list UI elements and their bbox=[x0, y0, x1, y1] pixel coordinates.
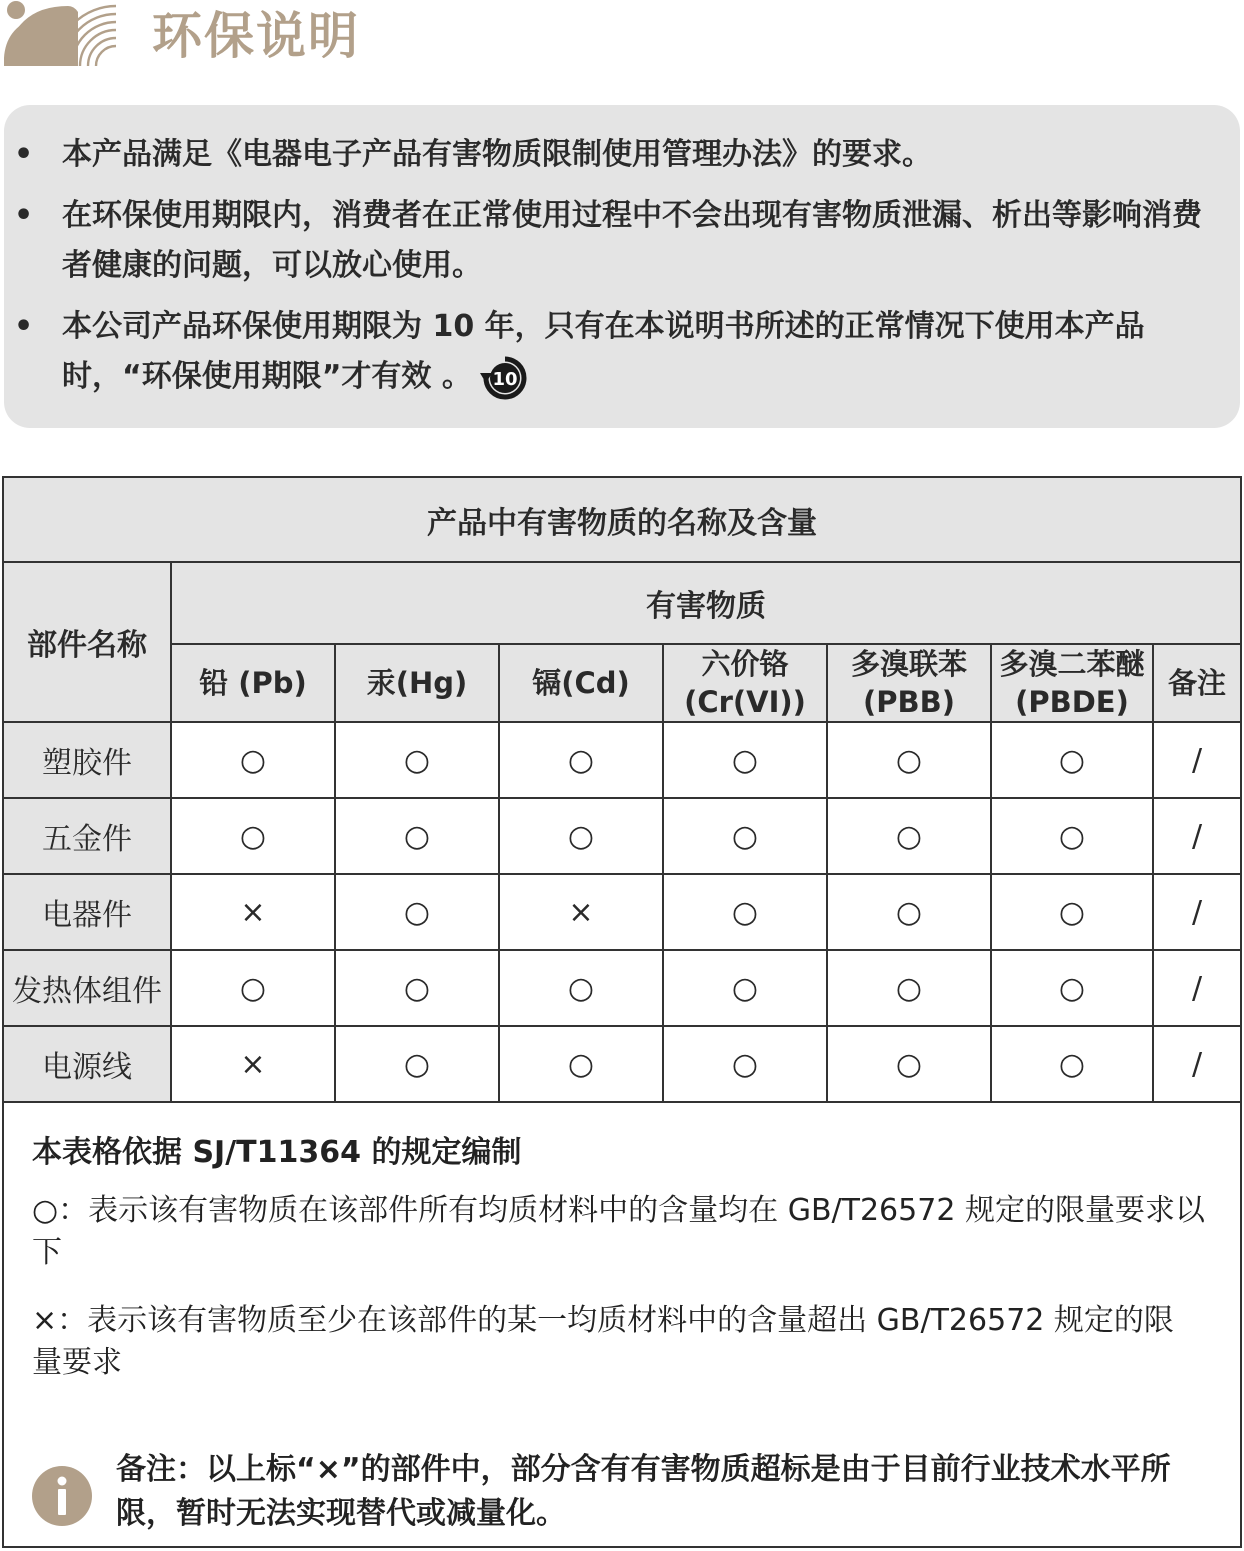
col-header-pbde-line2: (PBDE) bbox=[1015, 685, 1129, 719]
info-icon bbox=[32, 1466, 92, 1526]
page-header bbox=[0, 0, 1244, 80]
remark-text: 备注：以上标“×”的部件中，部分含有有害物质超标是由于目前行业技术水平所限，暂时无法实现替代或减量化。 bbox=[116, 1452, 1171, 1531]
table-row bbox=[4, 1026, 1240, 1102]
substance-value-cell: × bbox=[499, 874, 663, 950]
bullet-dot: • bbox=[14, 309, 34, 344]
substance-value-cell: ○ bbox=[499, 722, 663, 798]
col-header-pb-label: 铅 (Pb) bbox=[199, 666, 307, 700]
table-row bbox=[4, 874, 1240, 950]
substance-value-cell: ○ bbox=[335, 950, 499, 1026]
col-header-cr6-line1: 六价铬 bbox=[701, 647, 789, 681]
remark-cell: / bbox=[1153, 950, 1240, 1026]
substance-value-cell: ○ bbox=[663, 874, 827, 950]
table-row bbox=[4, 798, 1240, 874]
substance-value-cell: ○ bbox=[663, 950, 827, 1026]
remark-cell: / bbox=[1153, 874, 1240, 950]
substance-value-cell: ○ bbox=[335, 1026, 499, 1102]
substance-value-cell: ○ bbox=[663, 798, 827, 874]
col-header-remark bbox=[1153, 644, 1240, 722]
substance-value-cell: ○ bbox=[499, 798, 663, 874]
col-header-pbde bbox=[991, 644, 1153, 722]
substance-value-cell: ○ bbox=[663, 722, 827, 798]
col-header-pbde-line1: 多溴二苯醚 bbox=[999, 647, 1145, 681]
col-header-pb bbox=[171, 644, 335, 722]
substance-value-cell: ○ bbox=[827, 874, 991, 950]
standard-basis-note: 本表格依据 SJ/T11364 的规定编制 bbox=[32, 1135, 522, 1170]
part-name-cell: 塑胶件 bbox=[4, 722, 171, 798]
substance-value-cell: ○ bbox=[991, 798, 1153, 874]
col-header-cr6-line2: (Cr(VI)) bbox=[684, 685, 806, 719]
substance-value-cell: ○ bbox=[991, 722, 1153, 798]
substance-value-cell: ○ bbox=[827, 722, 991, 798]
substance-value-cell: ○ bbox=[991, 1026, 1153, 1102]
table-row bbox=[4, 722, 1240, 798]
rainbow-arc-logo-icon bbox=[4, 0, 128, 66]
part-name-cell: 五金件 bbox=[4, 798, 171, 874]
part-name-cell: 发热体组件 bbox=[4, 950, 171, 1026]
hazardous-substance-table-box bbox=[2, 476, 1242, 1548]
part-name-header: 部件名称 bbox=[4, 562, 171, 722]
substance-value-cell: ○ bbox=[335, 798, 499, 874]
info-bullet-1-text: 本产品满足《电器电子产品有害物质限制使用管理办法》的要求。 bbox=[62, 137, 932, 172]
cross-symbol-note: ×：表示该有害物质至少在该部件的某一均质材料中的含量超出 GB/T26572 规定的限量要求 bbox=[32, 1303, 1174, 1380]
col-header-cd-label: 镉(Cd) bbox=[532, 666, 630, 700]
col-header-cr6 bbox=[663, 644, 827, 722]
col-header-remark-label: 备注 bbox=[1167, 666, 1226, 700]
substance-value-cell: ○ bbox=[171, 798, 335, 874]
bullet-dot: • bbox=[14, 137, 34, 172]
table-row bbox=[4, 950, 1240, 1026]
remark-block bbox=[32, 1448, 1222, 1548]
remark-cell: / bbox=[1153, 1026, 1240, 1102]
substance-value-cell: ○ bbox=[335, 722, 499, 798]
table-body bbox=[4, 722, 1240, 1102]
remark-cell: / bbox=[1153, 798, 1240, 874]
epup-10-icon bbox=[478, 355, 532, 401]
epup-10-label: 10 bbox=[492, 368, 518, 390]
part-name-cell: 电源线 bbox=[4, 1026, 171, 1102]
page-title: 环保说明 bbox=[152, 7, 360, 65]
substance-value-cell: ○ bbox=[663, 1026, 827, 1102]
substance-value-cell: ○ bbox=[335, 874, 499, 950]
substance-value-cell: ○ bbox=[827, 950, 991, 1026]
info-bullet-3-text bbox=[62, 302, 1212, 402]
info-bullet-3-content: 本公司产品环保使用期限为 10 年，只有在本说明书所述的正常情况下使用本产品时，“环保使用期限”才有效 。 bbox=[62, 309, 1145, 394]
substance-value-cell: ○ bbox=[499, 950, 663, 1026]
col-header-pbb-line1: 多溴联苯 bbox=[850, 647, 967, 681]
substance-value-cell: ○ bbox=[171, 722, 335, 798]
substance-value-cell: ○ bbox=[991, 950, 1153, 1026]
info-bullet-2-text: 在环保使用期限内，消费者在正常使用过程中不会出现有害物质泄漏、析出等影响消费者健康的问题，可以放心使用。 bbox=[62, 198, 1202, 283]
part-name-cell: 电器件 bbox=[4, 874, 171, 950]
substance-value-cell: ○ bbox=[991, 874, 1153, 950]
remark-cell: / bbox=[1153, 722, 1240, 798]
hazardous-substance-table bbox=[4, 478, 1240, 1103]
circle-symbol-note: ○：表示该有害物质在该部件所有均质材料中的含量均在 GB/T26572 规定的限量要求以下 bbox=[32, 1193, 1205, 1270]
environmental-info-box bbox=[4, 105, 1240, 428]
col-header-cd bbox=[499, 644, 663, 722]
substance-value-cell: × bbox=[171, 874, 335, 950]
substance-value-cell: × bbox=[171, 1026, 335, 1102]
col-header-pbb-line2: (PBB) bbox=[863, 685, 955, 719]
substance-value-cell: ○ bbox=[171, 950, 335, 1026]
substance-value-cell: ○ bbox=[827, 1026, 991, 1102]
col-header-hg-label: 汞(Hg) bbox=[366, 666, 468, 700]
substance-value-cell: ○ bbox=[827, 798, 991, 874]
col-header-hg bbox=[335, 644, 499, 722]
substance-value-cell: ○ bbox=[499, 1026, 663, 1102]
hazardous-substance-header: 有害物质 bbox=[171, 562, 1240, 644]
bullet-dot: • bbox=[14, 198, 34, 233]
col-header-pbb bbox=[827, 644, 991, 722]
table-title: 产品中有害物质的名称及含量 bbox=[4, 478, 1240, 562]
